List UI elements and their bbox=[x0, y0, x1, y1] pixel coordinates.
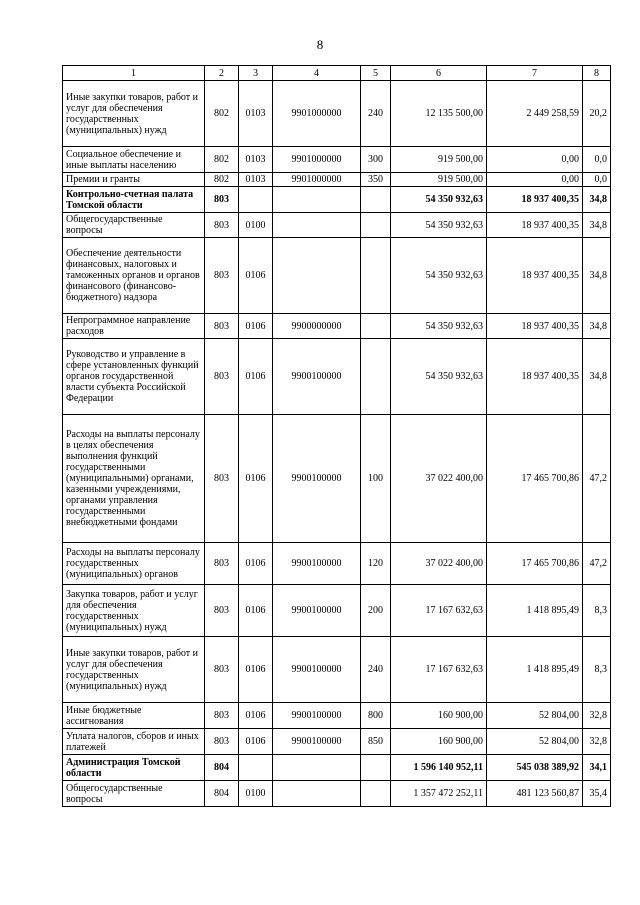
target-article-cell: 9900100000 bbox=[273, 729, 361, 755]
row-name-cell: Обеспечение деятельности финансовых, налоговых и таможенных органов и органов финансового (финансово-бюджетного) надзора bbox=[63, 238, 205, 314]
section-code-cell: 0106 bbox=[239, 729, 273, 755]
target-article-cell: 9901000000 bbox=[273, 81, 361, 147]
section-code-cell: 0106 bbox=[239, 703, 273, 729]
section-code-cell: 0100 bbox=[239, 781, 273, 807]
table-row bbox=[63, 585, 611, 637]
expense-type-cell: 350 bbox=[361, 173, 391, 187]
section-code-cell: 0106 bbox=[239, 238, 273, 314]
percent-cell: 34,8 bbox=[583, 213, 611, 238]
table-row bbox=[63, 173, 611, 187]
row-name-cell: Общегосударственные вопросы bbox=[63, 781, 205, 807]
section-code-cell: 0106 bbox=[239, 585, 273, 637]
section-code-cell: 0103 bbox=[239, 147, 273, 173]
target-article-cell: 9900100000 bbox=[273, 339, 361, 415]
plan-amount-cell: 54 350 932,63 bbox=[391, 314, 487, 339]
actual-amount-cell: 481 123 560,87 bbox=[487, 781, 583, 807]
expense-type-cell bbox=[361, 339, 391, 415]
percent-cell: 0,0 bbox=[583, 147, 611, 173]
plan-amount-cell: 17 167 632,63 bbox=[391, 637, 487, 703]
actual-amount-cell: 18 937 400,35 bbox=[487, 187, 583, 213]
target-article-cell bbox=[273, 755, 361, 781]
actual-amount-cell: 17 465 700,86 bbox=[487, 543, 583, 585]
percent-cell: 0,0 bbox=[583, 173, 611, 187]
table-row bbox=[63, 238, 611, 314]
actual-amount-cell: 1 418 895,49 bbox=[487, 637, 583, 703]
code-grbs-cell: 802 bbox=[205, 81, 239, 147]
target-article-cell: 9901000000 bbox=[273, 173, 361, 187]
expense-type-cell bbox=[361, 238, 391, 314]
expense-type-cell bbox=[361, 187, 391, 213]
column-header: 2 bbox=[205, 66, 239, 81]
code-grbs-cell: 803 bbox=[205, 415, 239, 543]
table-row bbox=[63, 703, 611, 729]
percent-cell: 34,8 bbox=[583, 339, 611, 415]
expense-type-cell: 240 bbox=[361, 637, 391, 703]
percent-cell: 20,2 bbox=[583, 81, 611, 147]
code-grbs-cell: 802 bbox=[205, 147, 239, 173]
actual-amount-cell: 17 465 700,86 bbox=[487, 415, 583, 543]
percent-cell: 34,8 bbox=[583, 187, 611, 213]
row-name-cell: Администрация Томской области bbox=[63, 755, 205, 781]
section-code-cell: 0106 bbox=[239, 339, 273, 415]
percent-cell: 34,8 bbox=[583, 238, 611, 314]
section-code-cell: 0103 bbox=[239, 81, 273, 147]
plan-amount-cell: 160 900,00 bbox=[391, 703, 487, 729]
actual-amount-cell: 52 804,00 bbox=[487, 703, 583, 729]
expense-type-cell bbox=[361, 314, 391, 339]
table-header-row bbox=[63, 66, 611, 81]
percent-cell: 47,2 bbox=[583, 543, 611, 585]
row-name-cell: Социальное обеспечение и иные выплаты населению bbox=[63, 147, 205, 173]
section-code-cell: 0106 bbox=[239, 415, 273, 543]
expense-type-cell: 300 bbox=[361, 147, 391, 173]
percent-cell: 47,2 bbox=[583, 415, 611, 543]
budget-table bbox=[62, 65, 611, 807]
plan-amount-cell: 919 500,00 bbox=[391, 173, 487, 187]
row-name-cell: Иные закупки товаров, работ и услуг для обеспечения государственных (муниципальных) нужд bbox=[63, 637, 205, 703]
plan-amount-cell: 160 900,00 bbox=[391, 729, 487, 755]
code-grbs-cell: 803 bbox=[205, 187, 239, 213]
target-article-cell: 9901000000 bbox=[273, 147, 361, 173]
plan-amount-cell: 37 022 400,00 bbox=[391, 415, 487, 543]
code-grbs-cell: 802 bbox=[205, 173, 239, 187]
table-row bbox=[63, 415, 611, 543]
expense-type-cell: 200 bbox=[361, 585, 391, 637]
target-article-cell: 9900100000 bbox=[273, 585, 361, 637]
section-code-cell: 0100 bbox=[239, 213, 273, 238]
code-grbs-cell: 803 bbox=[205, 238, 239, 314]
plan-amount-cell: 54 350 932,63 bbox=[391, 339, 487, 415]
actual-amount-cell: 2 449 258,59 bbox=[487, 81, 583, 147]
table-row bbox=[63, 213, 611, 238]
code-grbs-cell: 804 bbox=[205, 781, 239, 807]
actual-amount-cell: 52 804,00 bbox=[487, 729, 583, 755]
table-row bbox=[63, 147, 611, 173]
code-grbs-cell: 803 bbox=[205, 339, 239, 415]
percent-cell: 34,8 bbox=[583, 314, 611, 339]
table-row bbox=[63, 729, 611, 755]
target-article-cell bbox=[273, 187, 361, 213]
table-row bbox=[63, 543, 611, 585]
percent-cell: 32,8 bbox=[583, 703, 611, 729]
plan-amount-cell: 54 350 932,63 bbox=[391, 187, 487, 213]
target-article-cell: 9900100000 bbox=[273, 637, 361, 703]
actual-amount-cell: 545 038 389,92 bbox=[487, 755, 583, 781]
expense-type-cell: 800 bbox=[361, 703, 391, 729]
row-name-cell: Общегосударственные вопросы bbox=[63, 213, 205, 238]
row-name-cell: Иные закупки товаров, работ и услуг для обеспечения государственных (муниципальных) нужд bbox=[63, 81, 205, 147]
section-code-cell: 0103 bbox=[239, 173, 273, 187]
actual-amount-cell: 18 937 400,35 bbox=[487, 314, 583, 339]
table-row bbox=[63, 781, 611, 807]
target-article-cell bbox=[273, 238, 361, 314]
plan-amount-cell: 54 350 932,63 bbox=[391, 213, 487, 238]
row-name-cell: Премии и гранты bbox=[63, 173, 205, 187]
target-article-cell bbox=[273, 781, 361, 807]
row-name-cell: Непрограммное направление расходов bbox=[63, 314, 205, 339]
row-name-cell: Расходы на выплаты персоналу государственных (муниципальных) органов bbox=[63, 543, 205, 585]
code-grbs-cell: 803 bbox=[205, 637, 239, 703]
expense-type-cell bbox=[361, 755, 391, 781]
percent-cell: 34,1 bbox=[583, 755, 611, 781]
table-row bbox=[63, 637, 611, 703]
section-code-cell bbox=[239, 755, 273, 781]
column-header: 6 bbox=[391, 66, 487, 81]
column-header: 1 bbox=[63, 66, 205, 81]
target-article-cell: 9900100000 bbox=[273, 543, 361, 585]
plan-amount-cell: 1 596 140 952,11 bbox=[391, 755, 487, 781]
target-article-cell bbox=[273, 213, 361, 238]
row-name-cell: Руководство и управление в сфере установленных функций органов государственной власти субъекта Российской Федерации bbox=[63, 339, 205, 415]
row-name-cell: Уплата налогов, сборов и иных платежей bbox=[63, 729, 205, 755]
section-code-cell bbox=[239, 187, 273, 213]
table-row bbox=[63, 339, 611, 415]
actual-amount-cell: 0,00 bbox=[487, 173, 583, 187]
actual-amount-cell: 1 418 895,49 bbox=[487, 585, 583, 637]
percent-cell: 8,3 bbox=[583, 637, 611, 703]
section-code-cell: 0106 bbox=[239, 637, 273, 703]
column-header: 3 bbox=[239, 66, 273, 81]
percent-cell: 32,8 bbox=[583, 729, 611, 755]
percent-cell: 8,3 bbox=[583, 585, 611, 637]
actual-amount-cell: 18 937 400,35 bbox=[487, 339, 583, 415]
actual-amount-cell: 18 937 400,35 bbox=[487, 238, 583, 314]
table-row bbox=[63, 755, 611, 781]
expense-type-cell: 100 bbox=[361, 415, 391, 543]
page-number: 8 bbox=[316, 37, 324, 52]
actual-amount-cell: 18 937 400,35 bbox=[487, 213, 583, 238]
expense-type-cell bbox=[361, 213, 391, 238]
expense-type-cell: 240 bbox=[361, 81, 391, 147]
expense-type-cell: 120 bbox=[361, 543, 391, 585]
table-row bbox=[63, 81, 611, 147]
row-name-cell: Контрольно-счетная палата Томской области bbox=[63, 187, 205, 213]
code-grbs-cell: 804 bbox=[205, 755, 239, 781]
target-article-cell: 9900100000 bbox=[273, 703, 361, 729]
plan-amount-cell: 1 357 472 252,11 bbox=[391, 781, 487, 807]
plan-amount-cell: 12 135 500,00 bbox=[391, 81, 487, 147]
plan-amount-cell: 919 500,00 bbox=[391, 147, 487, 173]
table-row bbox=[63, 314, 611, 339]
row-name-cell: Иные бюджетные ассигнования bbox=[63, 703, 205, 729]
expense-type-cell: 850 bbox=[361, 729, 391, 755]
row-name-cell: Закупка товаров, работ и услуг для обеспечения государственных (муниципальных) нужд bbox=[63, 585, 205, 637]
section-code-cell: 0106 bbox=[239, 543, 273, 585]
code-grbs-cell: 803 bbox=[205, 703, 239, 729]
column-header: 7 bbox=[487, 66, 583, 81]
percent-cell: 35,4 bbox=[583, 781, 611, 807]
code-grbs-cell: 803 bbox=[205, 543, 239, 585]
column-header: 8 bbox=[583, 66, 611, 81]
actual-amount-cell: 0,00 bbox=[487, 147, 583, 173]
expense-type-cell bbox=[361, 781, 391, 807]
plan-amount-cell: 54 350 932,63 bbox=[391, 238, 487, 314]
plan-amount-cell: 17 167 632,63 bbox=[391, 585, 487, 637]
code-grbs-cell: 803 bbox=[205, 213, 239, 238]
row-name-cell: Расходы на выплаты персоналу в целях обеспечения выполнения функций государственными (муниципальными) органами, казенными учреждениями, органами управления государственными внебюджетными фондами bbox=[63, 415, 205, 543]
code-grbs-cell: 803 bbox=[205, 314, 239, 339]
section-code-cell: 0106 bbox=[239, 314, 273, 339]
plan-amount-cell: 37 022 400,00 bbox=[391, 543, 487, 585]
target-article-cell: 9900100000 bbox=[273, 415, 361, 543]
code-grbs-cell: 803 bbox=[205, 729, 239, 755]
column-header: 4 bbox=[273, 66, 361, 81]
target-article-cell: 9900000000 bbox=[273, 314, 361, 339]
code-grbs-cell: 803 bbox=[205, 585, 239, 637]
table-row bbox=[63, 187, 611, 213]
column-header: 5 bbox=[361, 66, 391, 81]
